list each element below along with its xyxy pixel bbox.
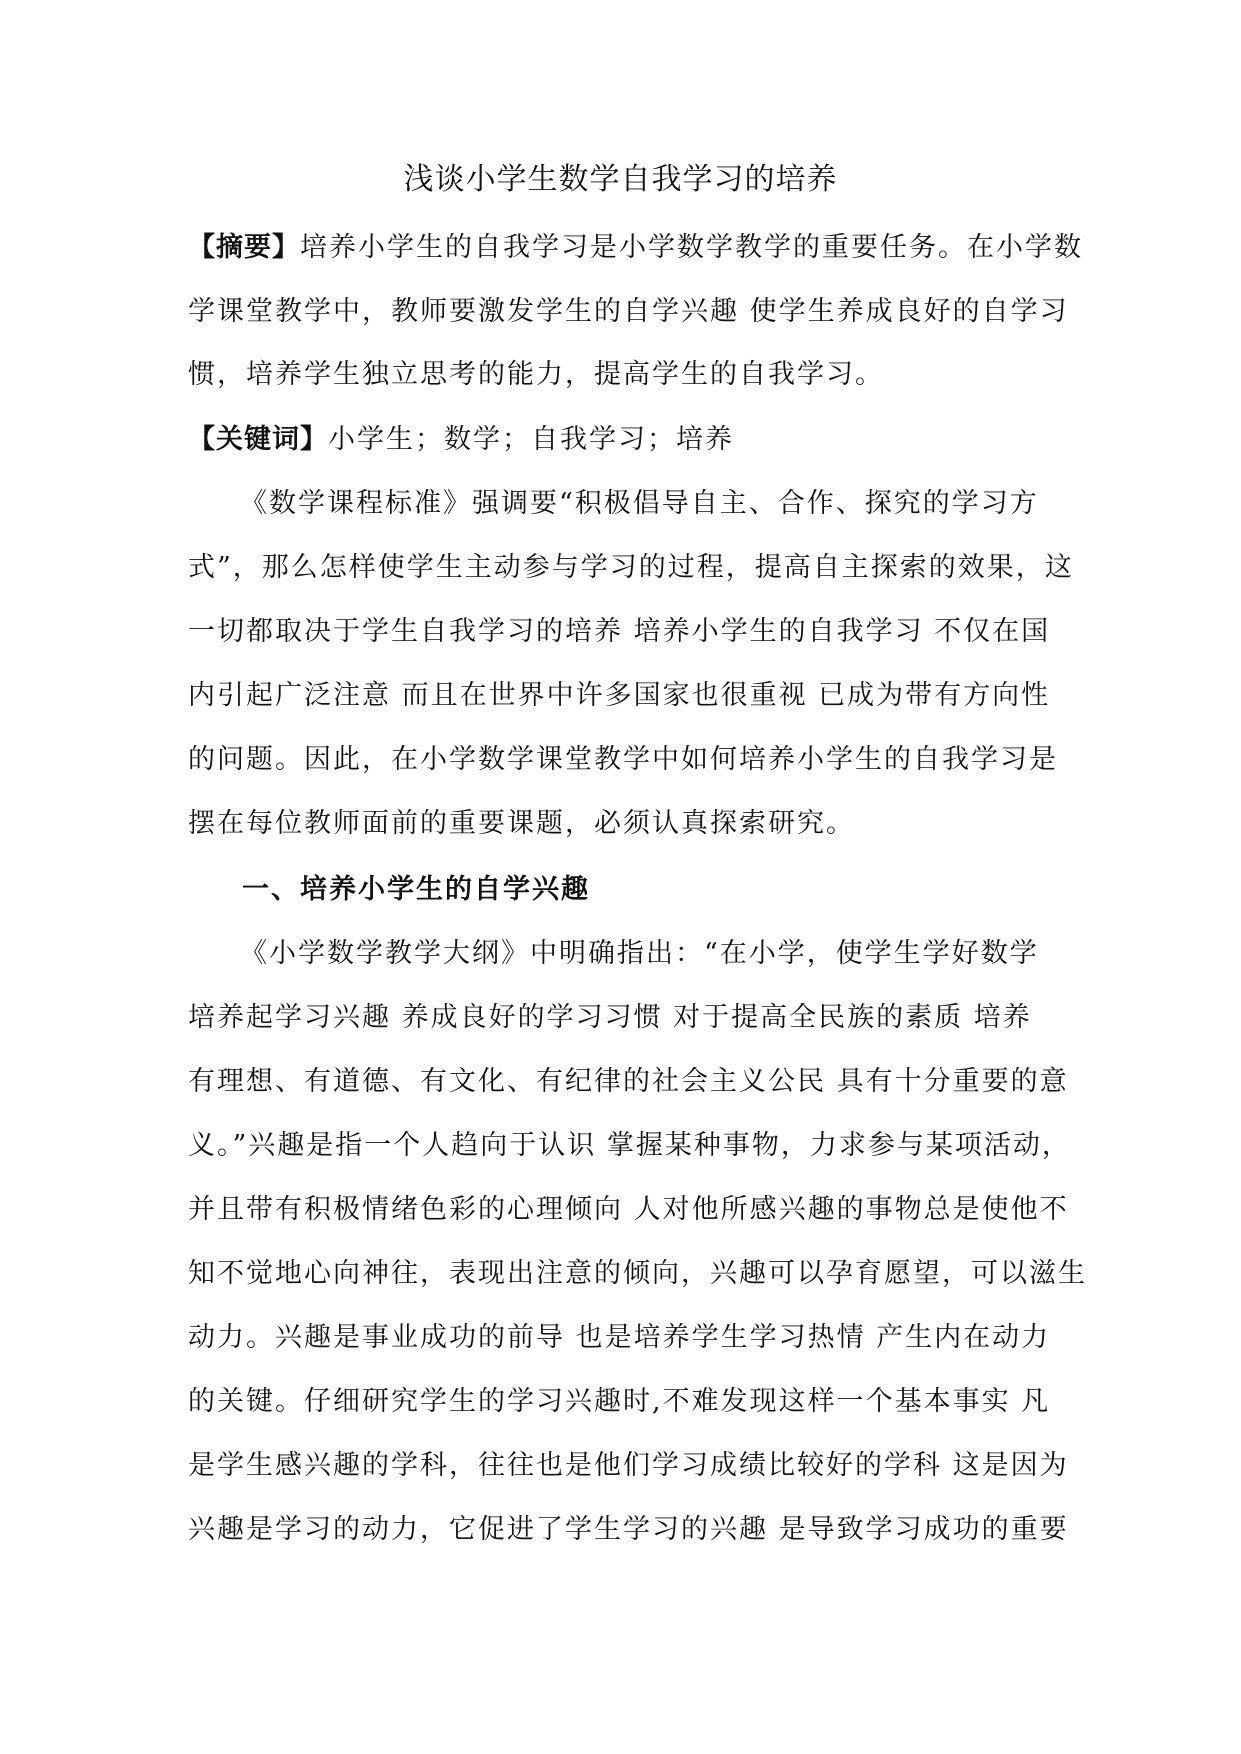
paragraph-line: 的问题。因此，在小学数学课堂教学中如何培养小学生的自我学习是 <box>188 744 1058 775</box>
abstract-label: 【摘要】 <box>188 232 300 263</box>
document-title: 浅谈小学生数学自我学习的培养 <box>403 162 838 197</box>
paragraph-line: 《小学数学教学大纲》中明确指出：“在小学，使学生学好数学 <box>240 938 1039 969</box>
paragraph-line: 义。”兴趣是指一个人趋向于认识 掌握某种事物，力求参与某项活动， <box>188 1130 1071 1161</box>
abstract-line <box>188 226 1088 270</box>
abstract-text: 培养小学生的自我学习是小学数学教学的重要任务。在小学数 <box>300 232 1083 263</box>
paragraph-line: 知不觉地心向神往，表现出注意的倾向，兴趣可以孕育愿望，可以滋生 <box>188 1258 1087 1289</box>
paragraph-line: 的关键。仔细研究学生的学习兴趣时,不难发现这样一个基本事实 凡 <box>188 1386 1051 1417</box>
section-heading: 一、培养小学生的自学兴趣 <box>242 874 590 905</box>
paragraph-line: 动力。兴趣是事业成功的前导 也是培养学生学习热情 产生内在动力 <box>188 1322 1051 1353</box>
abstract-line: 学课堂教学中，教师要激发学生的自学兴趣 使学生养成良好的自学习 <box>188 296 1069 327</box>
paragraph-line: 有理想、有道德、有文化、有纪律的社会主义公民 具有十分重要的意 <box>188 1066 1069 1097</box>
keywords-text: 小学生；数学；自我学习；培养 <box>328 424 734 455</box>
paragraph-line: 《数学课程标准》强调要“积极倡导自主、合作、探究的学习方 <box>240 488 1039 519</box>
paragraph-line: 培养起学习兴趣 养成良好的学习习惯 对于提高全民族的素质 培养 <box>188 1002 1032 1033</box>
paragraph-line: 摆在每位教师面前的重要课题，必须认真探索研究。 <box>188 808 855 839</box>
paragraph-line: 内引起广泛注意 而且在世界中许多国家也很重视 已成为带有方向性 <box>188 680 1051 711</box>
keywords-line <box>188 418 1088 462</box>
paragraph-line: 并且带有积极情绪色彩的心理倾向 人对他所感兴趣的事物总是使他不 <box>188 1194 1069 1225</box>
abstract-line: 惯，培养学生独立思考的能力，提高学生的自我学习。 <box>188 359 884 390</box>
paragraph-line: 式”，那么怎样使学生主动参与学习的过程，提高自主探索的效果，这 <box>188 552 1074 583</box>
paragraph-line: 是学生感兴趣的学科，往往也是他们学习成绩比较好的学科 这是因为 <box>188 1450 1069 1481</box>
paragraph-line: 一切都取决于学生自我学习的培养 培养小学生的自我学习 不仅在国 <box>188 616 1051 647</box>
paragraph-line: 兴趣是学习的动力，它促进了学生学习的兴趣 是导致学习成功的重要 <box>188 1514 1069 1545</box>
keywords-label: 【关键词】 <box>188 424 328 455</box>
